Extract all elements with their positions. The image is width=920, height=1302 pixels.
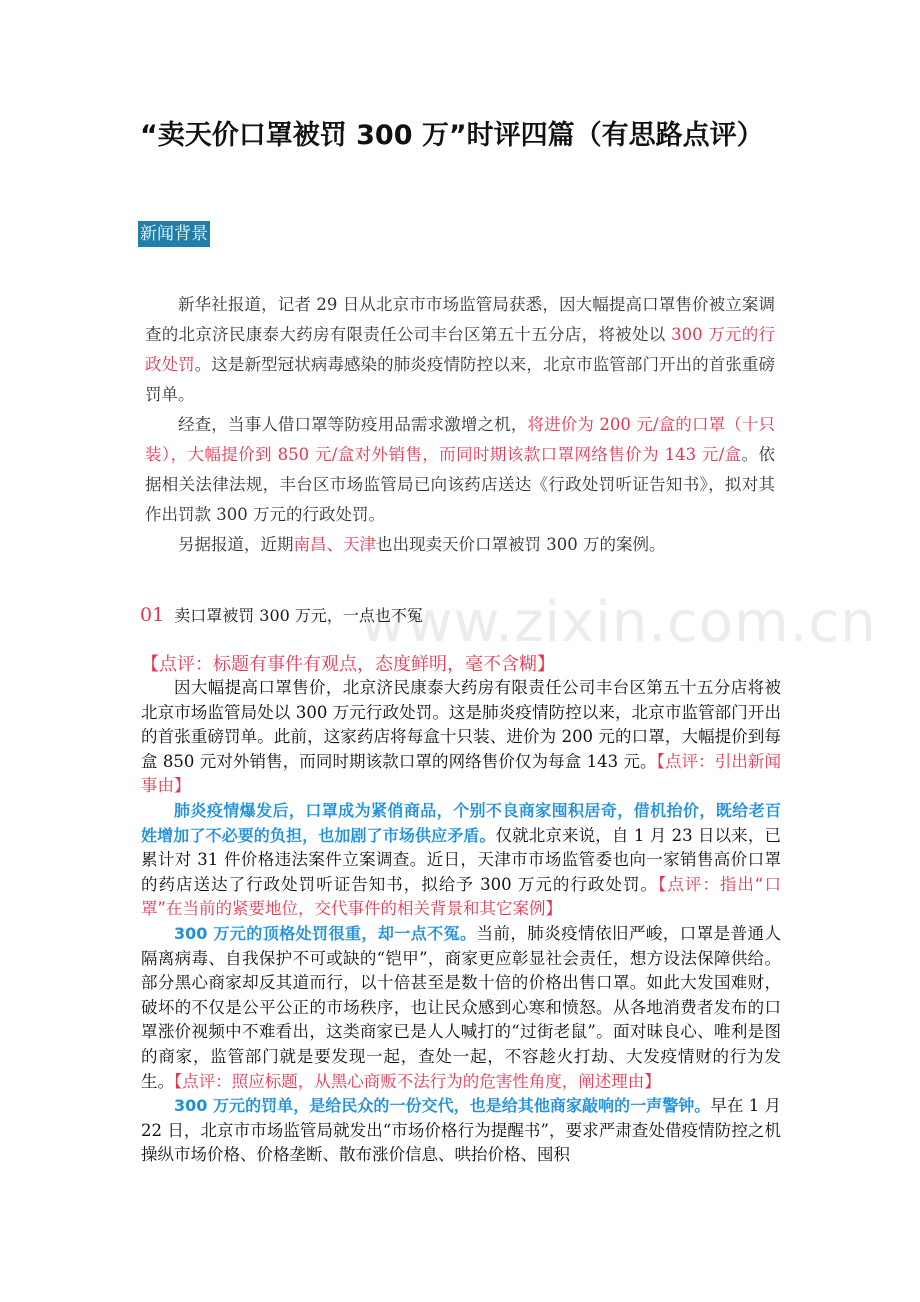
- body-paragraph-2: [141, 799, 781, 922]
- inline-comment: 【点评：指出“口罩”在当前的紧要地位，交代事件的相关背景和其它案例】: [141, 874, 781, 919]
- inline-comment: 【点评：照应标题，从黑心商贩不法行为的危害性角度，阐述理由】: [174, 1071, 661, 1091]
- section-heading: [140, 602, 780, 629]
- background-paragraph-2: [145, 410, 775, 530]
- background-paragraph-3: [145, 530, 775, 560]
- text-run: 经查，当事人借口罩等防疫用品需求激增之机，: [178, 415, 528, 434]
- key-sentence: 肺炎疫情爆发后，口罩成为紧俏商品，个别不良商家囤积居奇，借机抬价，既给老百姓增加了不必要的负担，也加剧了市场供应矛盾。: [141, 800, 781, 845]
- background-paragraph-1: [145, 290, 775, 410]
- inline-comment: 【点评：引出新闻事由】: [141, 751, 782, 796]
- body-paragraph-1: [141, 676, 781, 799]
- highlight-prices: 将进价为 200 元/盒的口罩（十只装），大幅提价到 850 元/盒对外销售，而同时期该款口罩网络售价为 143 元/盒: [145, 415, 776, 464]
- key-sentence: 300 万元的罚单，是给民众的一份交代，也是给其他商家敲响的一声警钟。: [174, 1096, 711, 1116]
- text-run: 因大幅提高口罩售价，北京济民康泰大药房有限责任公司丰台区第五十五分店将被北京市场监管局处以 300 万元行政处罚。这是肺炎疫情防控以来，北京市监管部门开出的首张重磅罚单。此前，这家药店将每盒十只装、进价为 200 元的口罩，大幅提价到每盒 850 元对外销售，而同时期该款口罩的网络售价仅为每盒 143 元。: [141, 678, 781, 771]
- text-run: 当前，肺炎疫情依旧严峻，口罩是普通人隔离病毒、自我保护不可或缺的“铠甲”，商家更应彰显社会责任，想方设法保障供给。部分黑心商家却反其道而行，以十倍甚至是数十倍的价格出售口罩。如此大发国难财，破坏的不仅是公平公正的市场秩序，也让民众感到心寒和愤怒。从各地消费者发布的口罩涨价视频中不难看出，这类商家已是人人喊打的“过街老鼠”。面对昧良心、唯利是图的商家，监管部门就是要发现一起，查处一起，不容趁火打劫、大发疫情财的行为发生。: [141, 923, 781, 1091]
- text-run: 也出现卖天价口罩被罚 300 万的案例。: [376, 535, 666, 554]
- section-body: [141, 676, 781, 1168]
- watermark: www.zixin.com.cn: [360, 590, 877, 655]
- news-background-text: [145, 290, 775, 560]
- highlight-penalty: 300 万元的行政处罚: [145, 325, 775, 374]
- text-run: 。依据相关法律法规，丰台区市场监管局已向该药店送达《行政处罚听证告知书》，拟对其作出罚款 300 万元的行政处罚。: [145, 445, 776, 524]
- section-number: 01: [140, 604, 165, 626]
- text-run: 。这是新型冠状病毒感染的肺炎疫情防控以来，北京市监管部门开出的首张重磅罚单。: [145, 355, 776, 404]
- title-comment: 【点评：标题有事件有观点，态度鲜明，毫不含糊】: [141, 654, 555, 675]
- text-run: 仅就北京来说，自 1 月 23 日以来，已累计对 31 件价格违法案件立案调查。近日，天津市市场监管委也向一家销售高价口罩的药店送达了行政处罚听证告知书，拟给予 300 万元的行政处罚。: [141, 825, 781, 894]
- text-run: 另据报道，近期: [178, 535, 294, 554]
- body-paragraph-3: [141, 922, 781, 1094]
- text-run: 早在 1 月 22 日，北京市市场监管局就发出“市场价格行为提醒书”，要求严肃查处借疫情防控之机操纵市场价格、价格垄断、散布涨价信息、哄抬价格、囤积: [141, 1096, 781, 1165]
- text-run: 新华社报道，记者 29 日从北京市市场监管局获悉，因大幅提高口罩售价被立案调查的北京济民康泰大药房有限责任公司丰台区第五十五分店，将被处以: [145, 295, 775, 344]
- document-title: “卖天价口罩被罚 300 万”时评四篇（有思路点评）: [140, 120, 764, 151]
- key-sentence: 300 万元的顶格处罚很重，却一点不冤。: [174, 923, 477, 943]
- section-title: 卖口罩被罚 300 万元，一点也不冤: [174, 606, 423, 625]
- highlight-cities: 南昌、天津: [293, 535, 376, 554]
- news-background-label: 新闻背景: [138, 221, 210, 247]
- body-paragraph-4: [141, 1094, 781, 1168]
